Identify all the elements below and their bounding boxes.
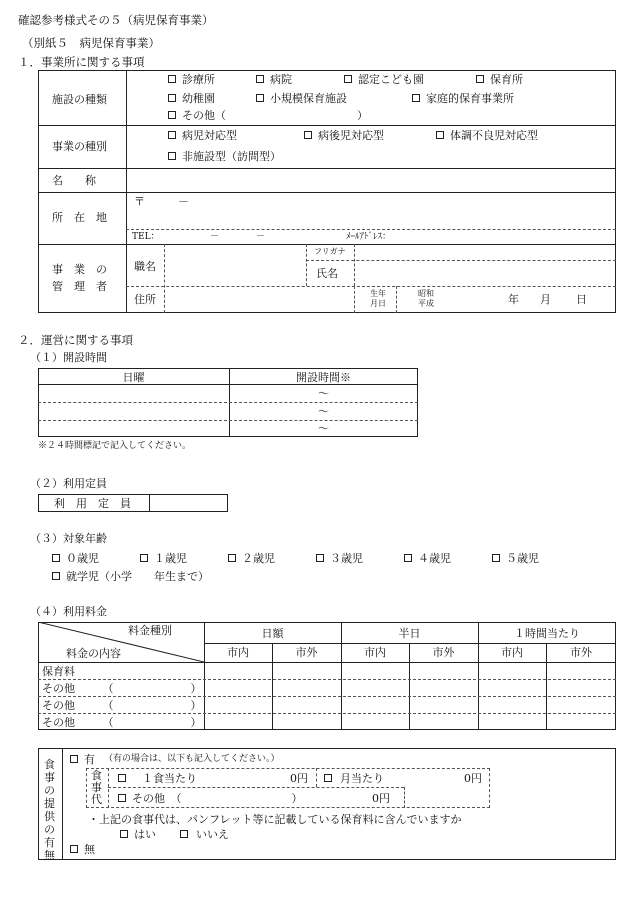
- fees-row-label: その他 （ ）: [42, 699, 202, 712]
- fees-corner-top: 料金種別: [128, 624, 172, 637]
- age-5-checkbox[interactable]: [492, 554, 500, 562]
- included-yes-label: はい: [134, 828, 156, 841]
- type-recovery-checkbox[interactable]: [304, 131, 312, 139]
- fees-corner-diagonal: [38, 622, 204, 662]
- fees-sub-out-city: 市外: [570, 646, 592, 659]
- per-meal-checkbox[interactable]: [118, 774, 126, 782]
- fees-sub-in-city: 市内: [501, 646, 523, 659]
- facility-hospital-label: 病院: [270, 73, 292, 86]
- type-unwell-label: 体調不良児対応型: [450, 129, 538, 142]
- fees-sub-out-city: 市外: [295, 646, 318, 659]
- meals-yes-note: （有の場合は、以下も記入してください。）: [104, 754, 280, 764]
- age-4-label: ４歳児: [418, 552, 451, 565]
- business-type-label: 事業の種別: [52, 140, 107, 153]
- facility-type-label: 施設の種類: [52, 93, 107, 106]
- address-field[interactable]: [128, 205, 614, 227]
- included-yes-checkbox[interactable]: [120, 830, 128, 838]
- type-recovery-label: 病後児対応型: [318, 129, 384, 142]
- age-1-checkbox[interactable]: [140, 554, 148, 562]
- age-2-checkbox[interactable]: [228, 554, 236, 562]
- form-title: 確認参考様式その５（病児保育事業）: [18, 13, 214, 27]
- type-unwell-checkbox[interactable]: [436, 131, 444, 139]
- section2-heading: ２．運営に関する事項: [18, 333, 133, 347]
- facility-kodomoen-label: 認定こども園: [358, 73, 424, 86]
- residence-label: 住所: [134, 293, 156, 306]
- facility-small-nursery-label: 小規模保育施設: [270, 92, 347, 105]
- monthly-checkbox[interactable]: [324, 774, 332, 782]
- per-meal-label: １食当たり: [142, 772, 197, 785]
- capacity-heading: （２）利用定員: [30, 477, 107, 490]
- fees-row-label: その他 （ ）: [42, 716, 202, 729]
- fees-corner-bottom: 料金の内容: [66, 647, 121, 660]
- meals-yes-checkbox[interactable]: [70, 755, 78, 763]
- birth-label: 月日: [370, 299, 386, 308]
- facility-other-checkbox[interactable]: [168, 111, 176, 119]
- age-0-checkbox[interactable]: [52, 554, 60, 562]
- fees-sub-out-city: 市外: [432, 646, 455, 659]
- fees-sub-in-city: 市内: [227, 646, 249, 659]
- age-5-label: ５歳児: [506, 552, 539, 565]
- meals-no-checkbox[interactable]: [70, 845, 78, 853]
- year-label: 年: [508, 293, 519, 306]
- meal-other-label: その他 （ ）: [132, 792, 303, 805]
- fees-row-label: 保育料: [42, 665, 75, 678]
- hours-tilde: ～: [318, 387, 329, 400]
- age-school-checkbox[interactable]: [52, 572, 60, 580]
- hours-tilde: ～: [318, 422, 329, 435]
- age-3-checkbox[interactable]: [316, 554, 324, 562]
- capacity-field[interactable]: [150, 495, 227, 511]
- birth-label: 生年: [370, 289, 386, 298]
- manager-label: 管 理 者: [52, 280, 107, 293]
- age-0-label: ０歳児: [66, 552, 99, 565]
- age-1-label: １歳児: [154, 552, 187, 565]
- meals-yes-label: 有: [84, 753, 95, 766]
- tel-dash: －: [256, 232, 266, 242]
- facility-nursery-checkbox[interactable]: [476, 75, 484, 83]
- hours-heading: （１）開設時間: [30, 351, 107, 364]
- address-label: 所 在 地: [52, 211, 107, 224]
- meal-other-checkbox[interactable]: [118, 794, 126, 802]
- era-label: 平成: [418, 299, 434, 308]
- hours-tilde: ～: [318, 405, 329, 418]
- fees-group-daily: 日額: [261, 627, 284, 640]
- meal-other-yen: 0円: [372, 792, 390, 805]
- position-label: 職名: [134, 260, 156, 273]
- facility-small-nursery-checkbox[interactable]: [256, 94, 264, 102]
- facility-kodomoen-checkbox[interactable]: [344, 75, 352, 83]
- age-2-label: ２歳児: [242, 552, 275, 565]
- fees-group-hourly: １時間当たり: [514, 627, 580, 640]
- included-no-label: いいえ: [196, 828, 229, 841]
- monthly-yen: 0円: [464, 772, 482, 785]
- section1-heading: １．事業所に関する事項: [18, 55, 145, 69]
- meals-no-label: 無: [84, 843, 95, 856]
- tel-dash: －: [210, 232, 220, 242]
- hours-col-day: 日曜: [122, 371, 145, 384]
- facility-home-nursery-checkbox[interactable]: [412, 94, 420, 102]
- fees-heading: （４）利用料金: [30, 605, 107, 618]
- email-label: ﾒｰﾙｱﾄﾞﾚｽ：: [346, 232, 392, 242]
- facility-other-label: その他（: [182, 109, 226, 122]
- name-label: 名 称: [52, 174, 96, 187]
- fees-group-halfday: 半日: [398, 627, 421, 640]
- facility-kindergarten-checkbox[interactable]: [168, 94, 176, 102]
- form-subtitle: （別紙５ 病児保育事業）: [22, 36, 160, 50]
- facility-other-close: ）: [357, 109, 368, 122]
- fees-sub-in-city: 市内: [364, 646, 386, 659]
- facility-home-nursery-label: 家庭的保育事業所: [426, 92, 514, 105]
- postal-code-label: 〒 －: [134, 195, 189, 208]
- name-field[interactable]: [128, 170, 614, 190]
- manager-label: 事 業 の: [52, 263, 107, 276]
- facility-kindergarten-label: 幼稚園: [182, 92, 215, 105]
- type-visiting-label: 非施設型（訪問型）: [182, 150, 281, 163]
- type-visiting-checkbox[interactable]: [168, 152, 176, 160]
- month-label: 月: [540, 293, 551, 306]
- facility-hospital-checkbox[interactable]: [256, 75, 264, 83]
- meal-included-question: ・上記の食事代は、パンフレット等に記載している保育料に含んでいますか: [88, 813, 462, 826]
- hours-note: ※２４時間標記で記入してください。: [38, 441, 192, 451]
- facility-clinic-checkbox[interactable]: [168, 75, 176, 83]
- capacity-label: 利 用 定 員: [54, 497, 131, 510]
- manager-name-label: 氏名: [316, 267, 338, 280]
- hours-col-time: 開設時間※: [296, 371, 351, 384]
- type-sick-checkbox[interactable]: [168, 131, 176, 139]
- monthly-label: 月当たり: [340, 772, 384, 785]
- meal-fee-vertical-label: 食 事 代: [91, 769, 102, 806]
- age-school-label: 就学児（小学 年生まで）: [66, 570, 209, 583]
- age-3-label: ３歳児: [330, 552, 363, 565]
- day-label: 日: [576, 293, 587, 306]
- era-label: 昭和: [418, 289, 434, 298]
- ages-heading: （３）対象年齢: [30, 532, 107, 545]
- furigana-label: フリガナ: [314, 247, 346, 256]
- included-no-checkbox[interactable]: [180, 830, 188, 838]
- meals-vertical-label: 食 事 の 提 供 の 有 無: [44, 758, 55, 862]
- fees-row-label: その他 （ ）: [42, 682, 202, 695]
- tel-label: TEL：: [132, 232, 160, 242]
- per-meal-yen: 0円: [290, 772, 308, 785]
- facility-nursery-label: 保育所: [490, 73, 523, 86]
- facility-clinic-label: 診療所: [182, 73, 215, 86]
- age-4-checkbox[interactable]: [404, 554, 412, 562]
- type-sick-label: 病児対応型: [182, 129, 237, 142]
